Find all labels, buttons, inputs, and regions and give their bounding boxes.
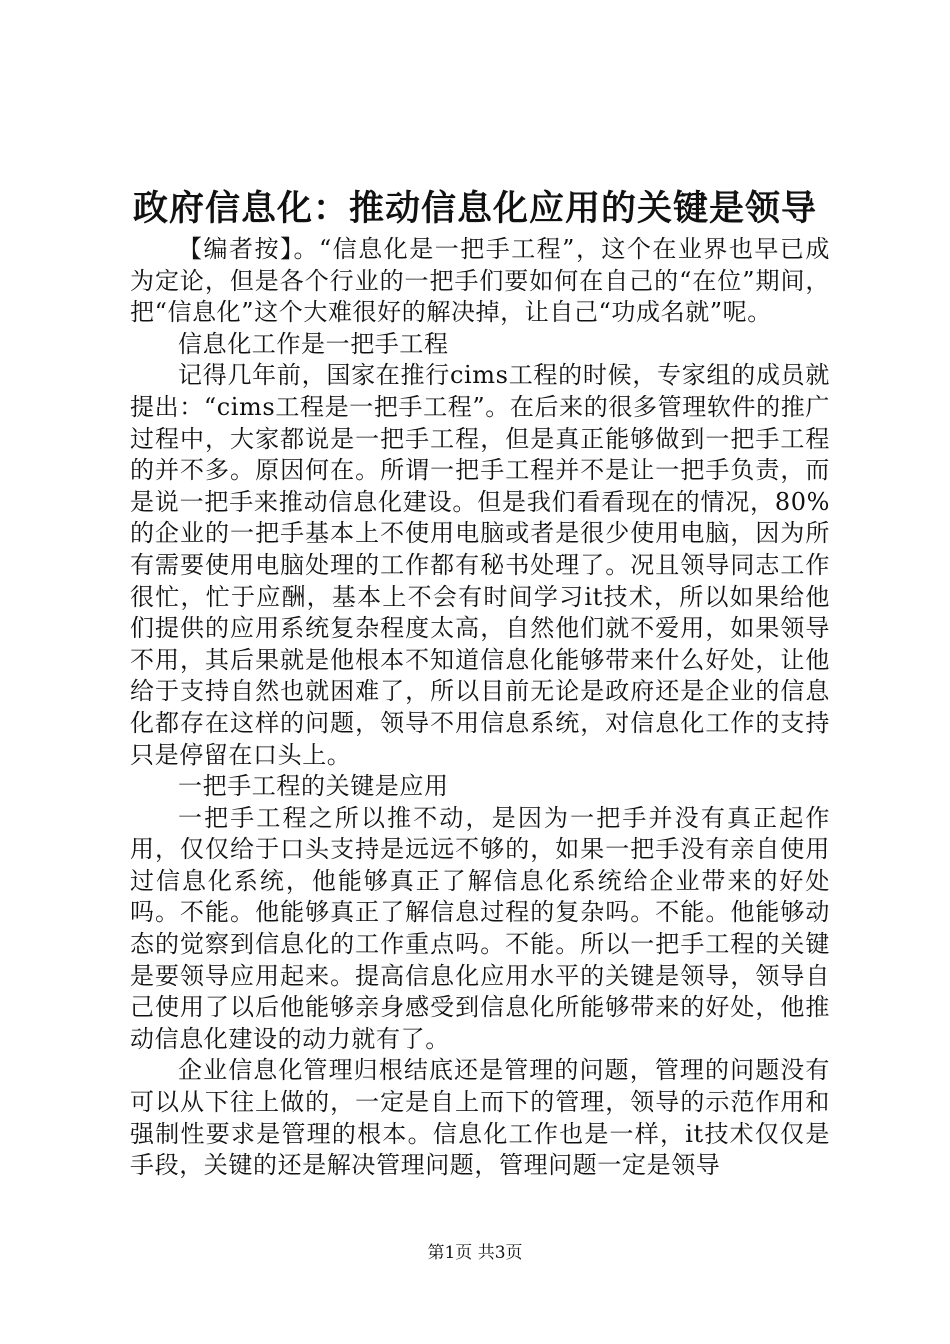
paragraph-editor-note: 【编者按】。“信息化是一把手工程”，这个在业界也早已成为定论，但是各个行业的一把手们要如何在自己的“在位”期间，把“信息化”这个大难很好的解决掉，让自己“功成名就”呢。 xyxy=(130,235,830,327)
paragraph-cims: 记得几年前，国家在推行cims工程的时候，专家组的成员就提出：“cims工程是一把手工程”。在后来的很多管理软件的推广过程中，大家都说是一把手工程，但是真正能够做到一把手工程的并不多。原因何在。所谓一把手工程并不是让一把手负责，而是说一把手来推动信息化建设。但是我们看看现在的情况，80%的企业的一把手基本上不使用电脑或者是很少使用电脑，因为所有需要使用电脑处理的工作都有秘书处理了。况且领导同志工作很忙，忙于应酬，基本上不会有时间学习it技术，所以如果给他们提供的应用系统复杂程度太高，自然他们就不爱用，如果领导不用，其后果就是他根本不知道信息化能够带来什么好处，让他给于支持自然也就困难了，所以目前无论是政府还是企业的信息化都存在这样的问题，领导不用信息系统，对信息化工作的支持只是停留在口头上。 xyxy=(130,361,830,769)
section-heading-1: 信息化工作是一把手工程 xyxy=(178,329,449,358)
section-heading-2: 一把手工程的关键是应用 xyxy=(178,772,449,801)
document-title: 政府信息化：推动信息化应用的关键是领导 xyxy=(132,188,817,229)
page-number-footer: 第1页 共3页 xyxy=(427,1243,523,1263)
paragraph-management: 企业信息化管理归根结底还是管理的问题，管理的问题没有可以从下往上做的，一定是自上而下的管理，领导的示范作用和强制性要求是管理的根本。信息化工作也是一样，it技术仅仅是手段，关键的还是解决管理问题，管理问题一定是领导 xyxy=(130,1056,830,1180)
document-body xyxy=(130,234,830,1182)
paragraph-application: 一把手工程之所以推不动，是因为一把手并没有真正起作用，仅仅给于口头支持是远远不够的，如果一把手没有亲自使用过信息化系统，他能够真正了解信息化系统给企业带来的好处吗。不能。他能够真正了解信息过程的复杂吗。不能。他能够动态的觉察到信息化的工作重点吗。不能。所以一把手工程的关键是要领导应用起来。提高信息化应用水平的关键是领导，领导自己使用了以后他能够亲身感受到信息化所能够带来的好处，他推动信息化建设的动力就有了。 xyxy=(130,803,830,1053)
